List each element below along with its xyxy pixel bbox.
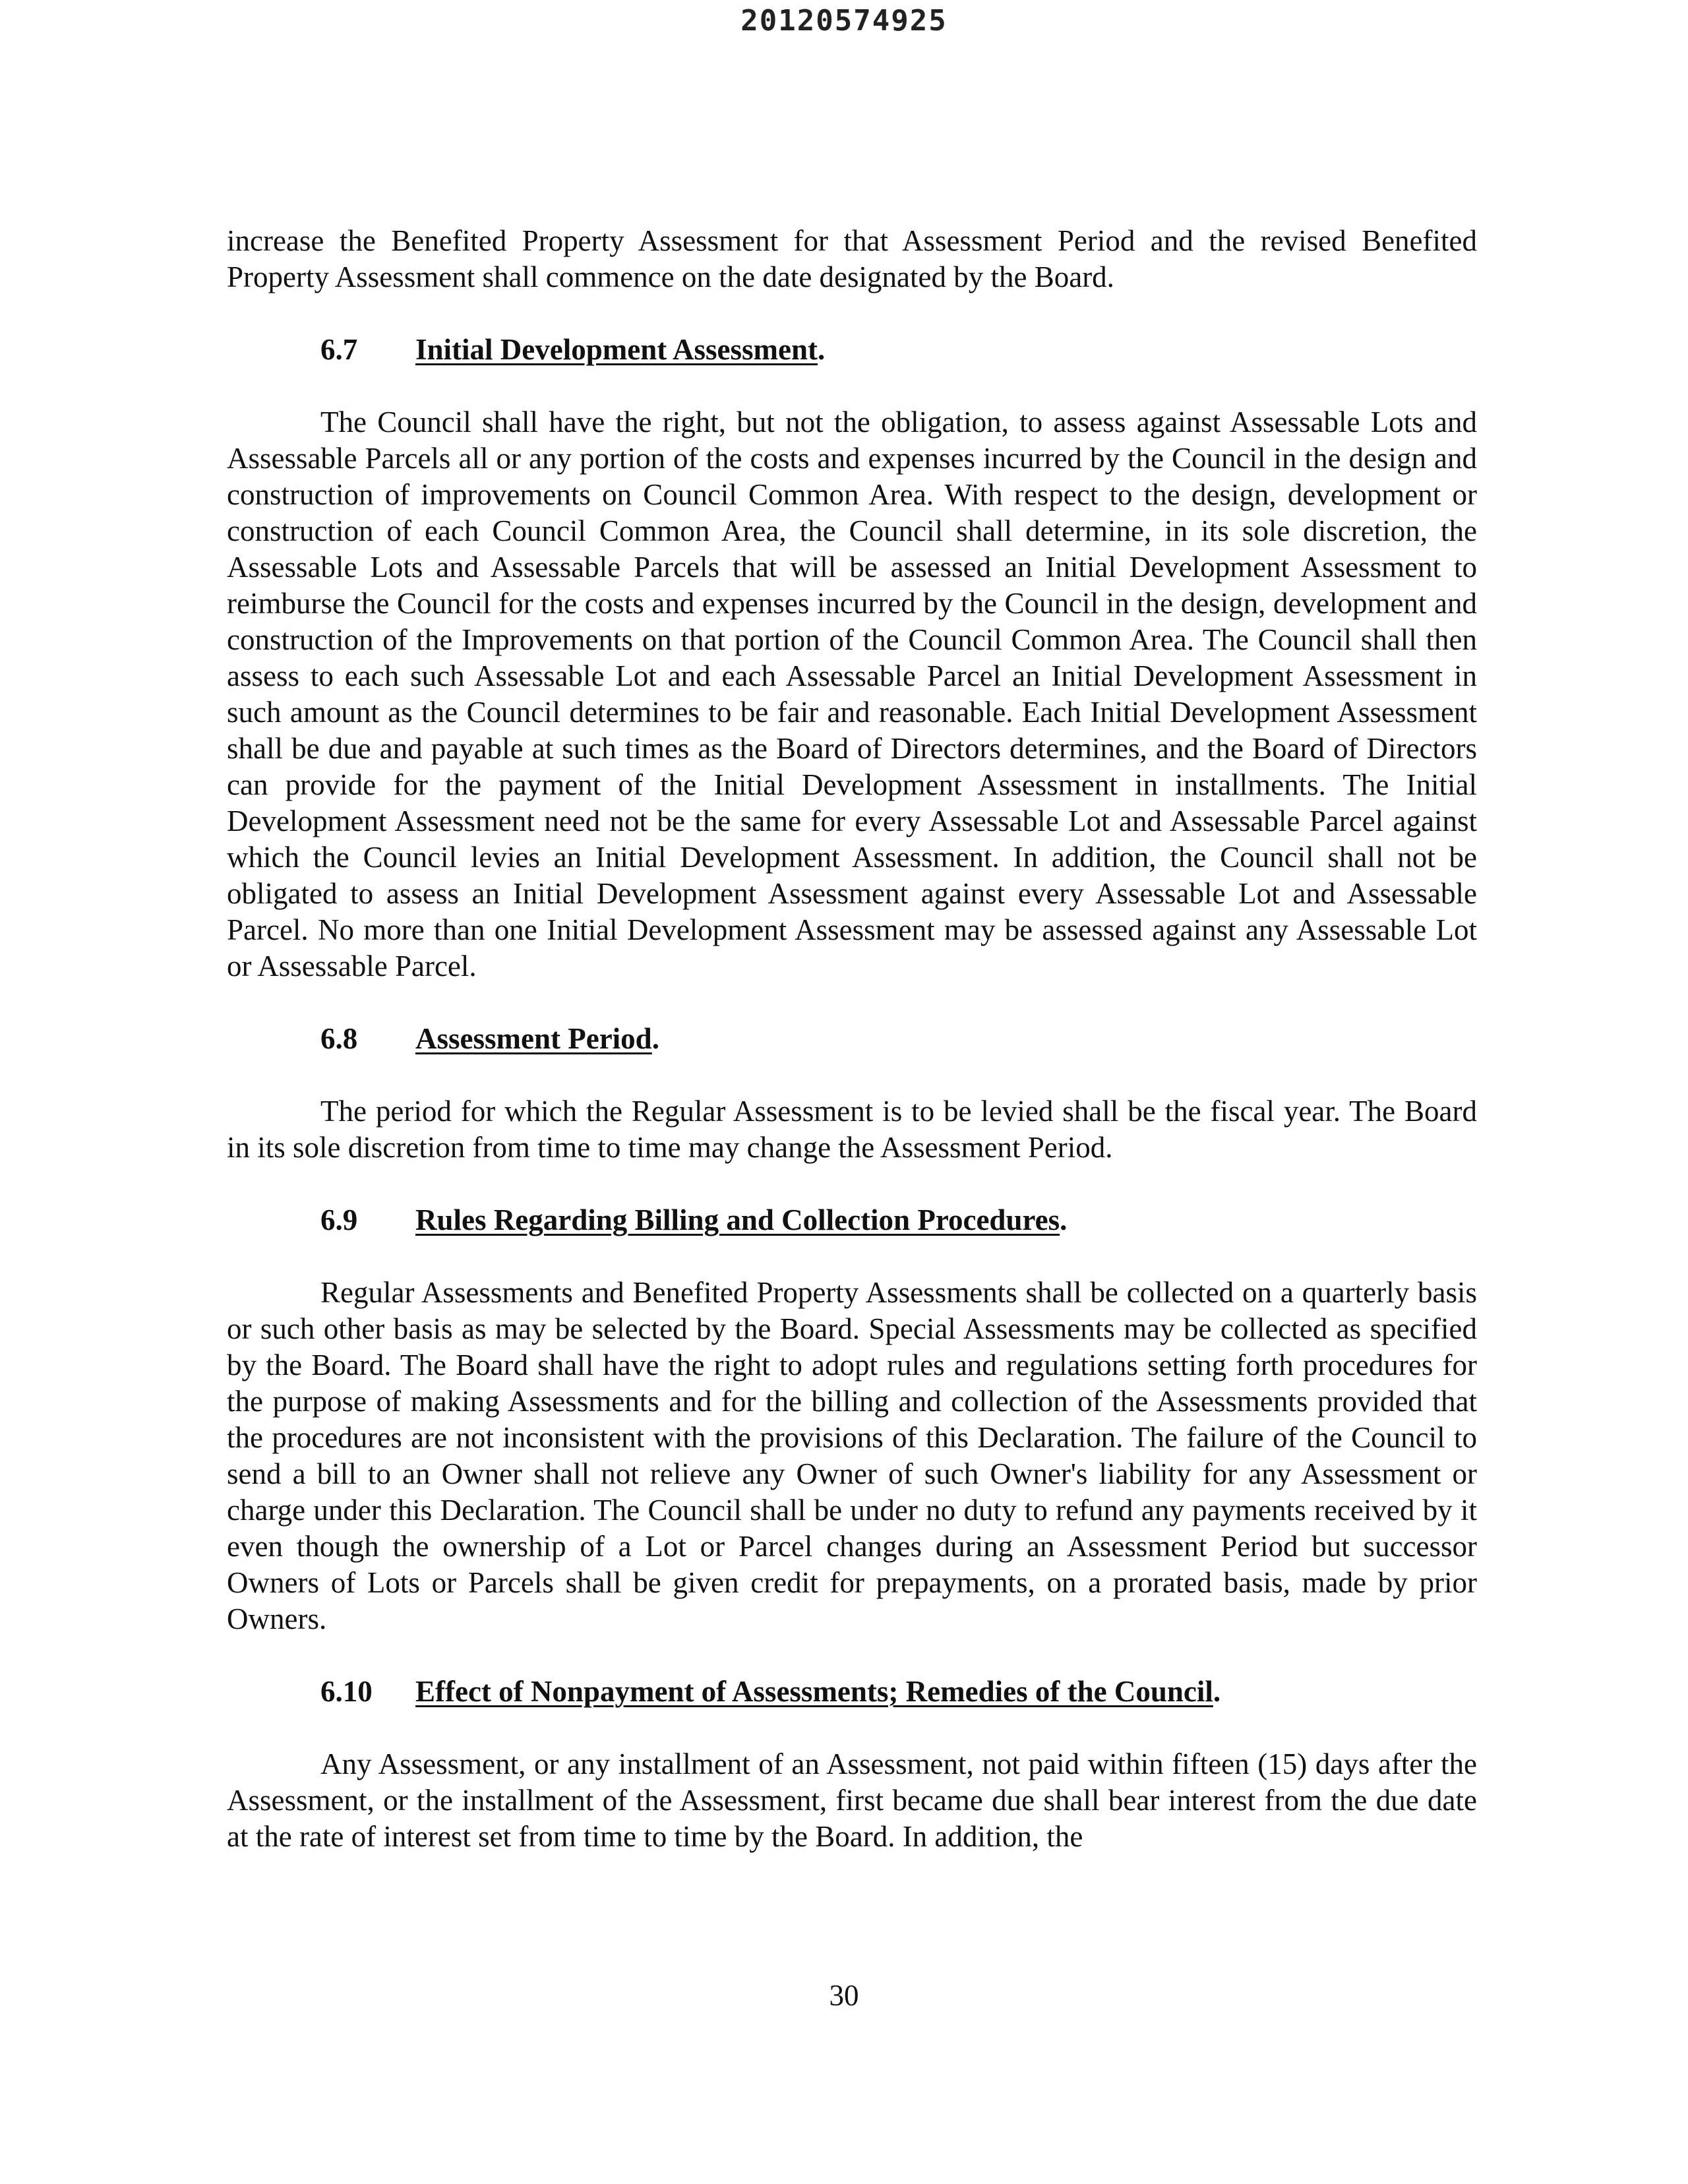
section-paragraph-6-9: Regular Assessments and Benefited Property Assessments shall be collected on a quarterly basis or such other basis as may be selected by the Board. Special Assessments may be collected as specified by the Board. The Board shall have the right to adopt rules and regulations setting forth procedures for the purpose of making Assessments and for the billing and collection of the Assessments provided that the procedures are not inconsistent with the provisions of this Declaration. The failure of the Council to send a bill to an Owner shall not relieve any Owner of such Owner's liability for any Assessment or charge under this Declaration. The Council shall be under no duty to refund any payments received by it even though the ownership of a Lot or Parcel changes during an Assessment Period but successor Owners of Lots or Parcels shall be given credit for prepayments, on a prorated basis, made by prior Owners.	[227, 1276, 1477, 1635]
section-number: 6.7	[320, 333, 358, 366]
section-paragraph-6-8: The period for which the Regular Assessment is to be levied shall be the fiscal year. The Board in its sole discretion from time to time may change the Assessment Period.	[227, 1095, 1477, 1164]
section-title-wrapper: Effect of Nonpayment of Assessments; Remedies of the Council.	[415, 1675, 1221, 1708]
section-number: 6.8	[320, 1022, 358, 1055]
section-paragraph-6-10: Any Assessment, or any installment of an Assessment, not paid within fifteen (15) days after the Assessment, or the installment of the Assessment, first became due shall bear interest from the due date at the rate of interest set from time to time by the Board. In addition, the	[227, 1747, 1477, 1853]
document-number: 20120574925	[740, 4, 948, 38]
intro-paragraph: increase the Benefited Property Assessment for that Assessment Period and the revised Benefited Property Assessment shall commence on the date designated by the Board.	[227, 224, 1477, 293]
section-number: 6.9	[320, 1203, 358, 1236]
section-title-wrapper: Assessment Period.	[415, 1022, 659, 1055]
section-heading-6-10	[227, 1674, 1477, 1710]
section-heading-6-7	[227, 332, 1477, 368]
section-number: 6.10	[320, 1675, 373, 1708]
section-heading-6-8	[227, 1021, 1477, 1057]
page-number: 30	[829, 1979, 859, 2012]
section-title: Initial Development Assessment	[415, 333, 818, 366]
section-title-wrapper: Rules Regarding Billing and Collection Procedures.	[415, 1203, 1068, 1236]
section-heading-6-9	[227, 1202, 1477, 1238]
section-title: Effect of Nonpayment of Assessments; Remedies of the Council	[415, 1675, 1213, 1708]
page-body	[227, 223, 1477, 1891]
section-paragraph-6-7: The Council shall have the right, but not the obligation, to assess against Assessable Lots and Assessable Parcels all or any portion of the costs and expenses incurred by the Council in the design and construction of improvements on Council Common Area. With respect to the design, development or construction of each Council Common Area, the Council shall determine, in its sole discretion, the Assessable Lots and Assessable Parcels that will be assessed an Initial Development Assessment to reimburse the Council for the costs and expenses incurred by the Council in the design, development and construction of the Improvements on that portion of the Council Common Area. The Council shall then assess to each such Assessable Lot and each Assessable Parcel an Initial Development Assessment in such amount as the Council determines to be fair and reasonable. Each Initial Development Assessment shall be due and payable at such times as the Board of Directors determines, and the Board of Directors can provide for the payment of the Initial Development Assessment in installments. The Initial Development Assessment need not be the same for every Assessable Lot and Assessable Parcel against which the Council levies an Initial Development Assessment. In addition, the Council shall not be obligated to assess an Initial Development Assessment against every Assessable Lot and Assessable Parcel. No more than one Initial Development Assessment may be assessed against any Assessable Lot or Assessable Parcel.	[227, 406, 1477, 983]
section-title: Rules Regarding Billing and Collection Procedures	[415, 1203, 1060, 1236]
section-title-wrapper: Initial Development Assessment.	[415, 333, 826, 366]
section-title: Assessment Period	[415, 1022, 652, 1055]
